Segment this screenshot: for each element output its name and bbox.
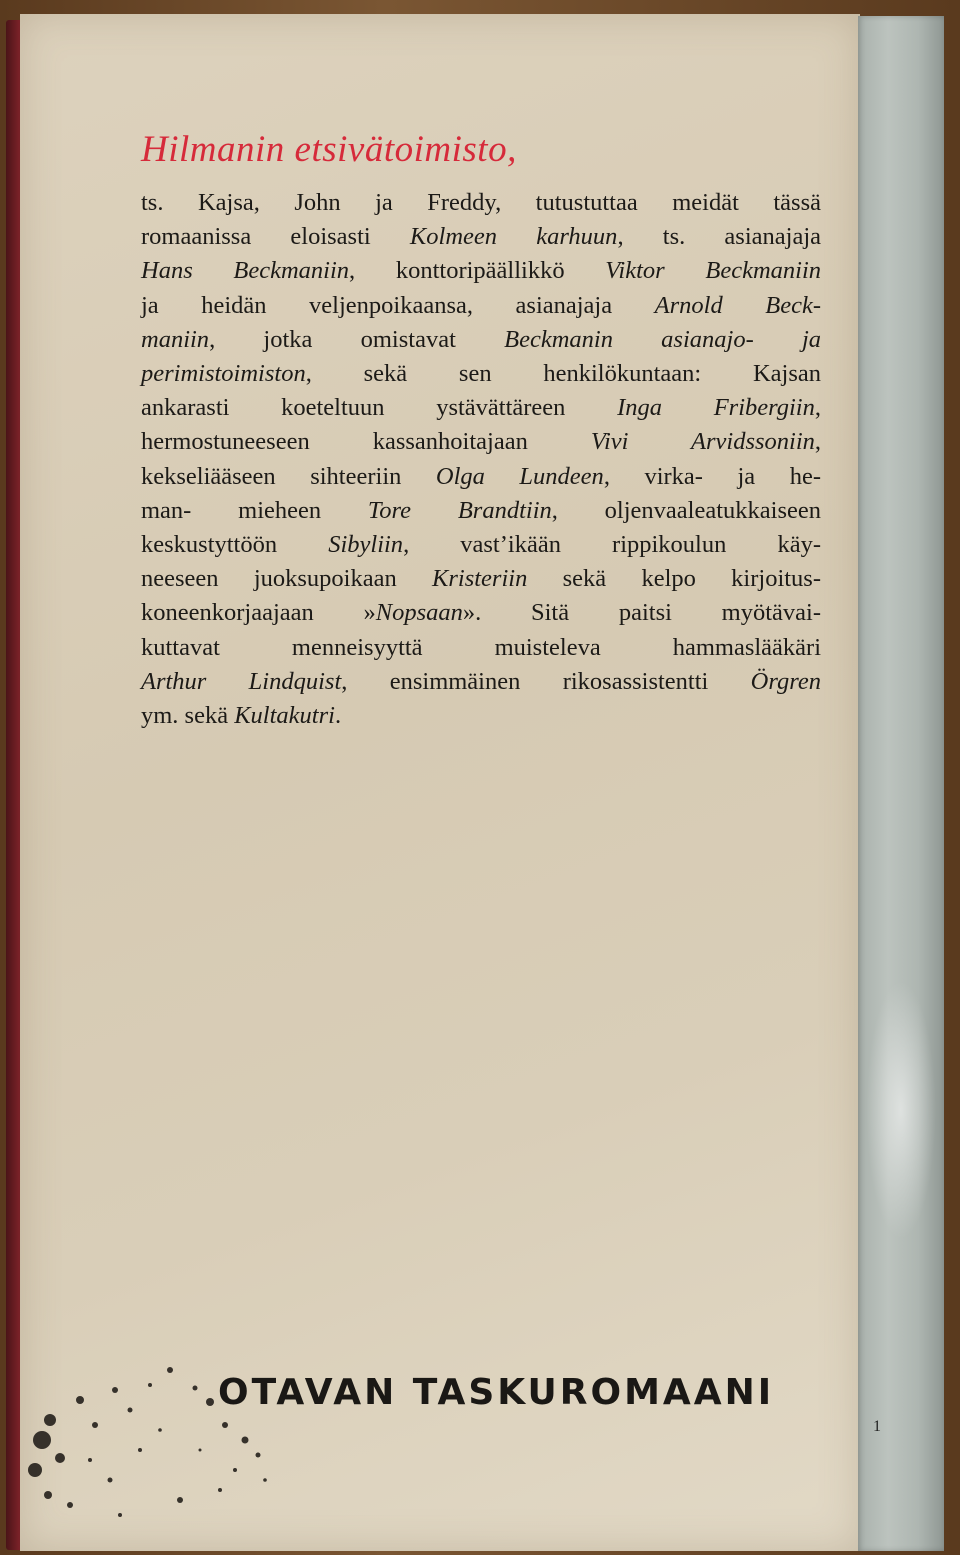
italic-name: Kultakutri [234,702,335,730]
page-number: 1 [873,1418,881,1435]
italic-name: Beckmanin asianajo- ja [504,325,822,353]
blurb-line: romaanissa eloisasti Kolmeen karhuun, ts. asianajaja [141,223,822,251]
cover-heading: Hilmanin etsivätoimisto, [141,129,517,170]
italic-name: perimistoimiston [141,360,306,388]
blurb-line: maniin, jotka omistavat Beckmanin asianajo- ja [141,325,822,353]
italic-name: Nopsaan [375,599,463,627]
blurb-line: Hans Beckmaniin, konttoripäällikkö Viktor Beckmaniin [141,257,821,285]
italic-name: Örgren [750,667,821,695]
series-name: OTAVAN TASKUROMAANI [218,1372,775,1413]
italic-name: Kristeriin [432,565,528,593]
italic-name: Olga Lundeen [435,462,604,490]
blurb-line: perimistoimiston, sekä sen henkilökuntaan: Kajsan [141,360,821,388]
italic-name: Tore Brandtiin [367,496,552,524]
blurb-line: neeseen juoksupoikaan Kristeriin sekä kelpo kirjoitus- [141,565,822,593]
blurb-line: koneenkorjaajaan »Nopsaan». Sitä paitsi myötävai- [141,599,821,627]
blurb-line: kekseliääseen sihteeriin Olga Lundeen, virka- ja he- [141,462,821,490]
italic-name: Inga Fribergiin [617,394,815,422]
blurb-line: ym. sekä Kultakutri. [141,702,342,730]
blurb-line: Arthur Lindquist, ensimmäinen rikosassistentti Örgren [141,667,821,695]
italic-name: Vivi Arvidssoniin [590,428,815,456]
blurb-line: ts. Kajsa, John ja Freddy, tutustuttaa meidät tässä [141,189,821,216]
italic-name: Arnold Beck- [654,291,821,319]
italic-name: Sibyliin [328,531,404,559]
blurb-line: ankarasti koeteltuun ystävättäreen Inga Fribergiin, [141,394,821,422]
italic-name: Kolmeen karhuun [409,223,618,251]
italic-name: maniin [141,325,210,353]
spine-glare [866,980,936,1240]
italic-name: Viktor Beckmaniin [605,257,821,285]
ink-stain-decoration [20,1330,290,1540]
blurb-line: ja heidän veljenpoikaansa, asianajaja Arnold Beck- [141,291,821,319]
blurb-line: keskustyttöön Sibyliin, vast’ikään rippikoulun käy- [141,531,821,559]
blurb-text [141,186,821,733]
blurb-line: kuttavat menneisyyttä muisteleva hammaslääkäri [141,633,821,661]
book-spine [858,16,944,1551]
blurb-line: man- mieheen Tore Brandtiin, oljenvaaleatukkaiseen [141,496,821,524]
italic-name: Arthur Lindquist [141,667,342,695]
blurb-line: hermostuneeseen kassanhoitajaan Vivi Arvidssoniin, [141,428,822,456]
italic-name: Hans Beckmaniin [141,257,350,285]
